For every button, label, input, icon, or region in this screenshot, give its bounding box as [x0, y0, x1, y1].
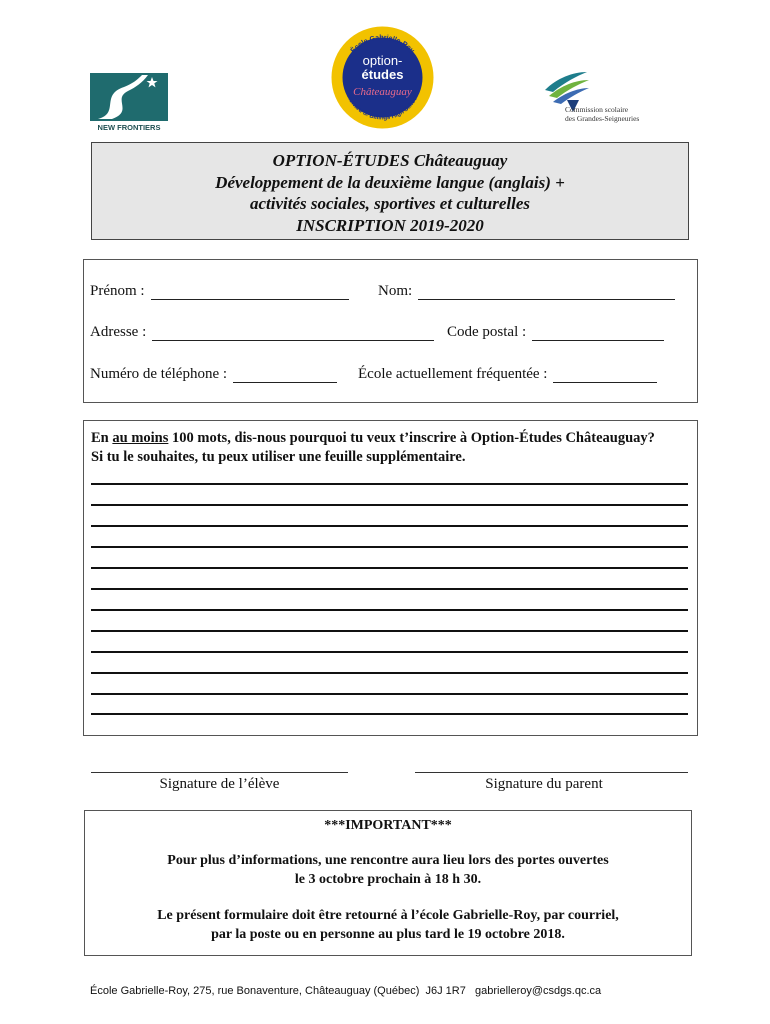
important-p1-line2: le 3 octobre prochain à 18 h 30.	[294, 872, 482, 887]
ecole-label: École actuellement fréquentée :	[358, 366, 548, 382]
answer-line[interactable]	[91, 525, 688, 527]
essay-q-part2: 100 mots, dis-nous pourquoi tu veux t’inscrire à Option-Études Châteauguay?	[168, 430, 655, 446]
adresse-line[interactable]	[152, 326, 434, 341]
commission-line1: Commission scolaire	[565, 105, 629, 114]
option-etudes-logo	[330, 25, 435, 130]
essay-q-part1: En	[91, 430, 113, 446]
answer-line[interactable]	[91, 588, 688, 590]
important-p2-line2: par la poste ou en personne au plus tard le 19 octobre 2018.	[211, 927, 565, 942]
important-box	[84, 810, 692, 956]
essay-q-underlined: au moins	[112, 430, 169, 446]
parent-signature-line[interactable]	[415, 772, 688, 773]
answer-line[interactable]	[91, 483, 688, 485]
code-postal-label: Code postal :	[447, 324, 527, 340]
code-postal-field[interactable]	[447, 324, 664, 341]
code-postal-line[interactable]	[532, 326, 664, 341]
answer-line[interactable]	[91, 546, 688, 548]
answer-line[interactable]	[91, 630, 688, 632]
nom-label: Nom:	[378, 283, 413, 299]
answer-line[interactable]	[91, 672, 688, 674]
commission-scolaire-logo	[543, 70, 663, 130]
telephone-field[interactable]	[90, 366, 337, 383]
answer-line[interactable]	[91, 567, 688, 569]
ecole-line[interactable]	[553, 368, 657, 383]
important-heading: ***IMPORTANT***	[324, 818, 452, 833]
answer-line[interactable]	[91, 651, 688, 653]
title-line-2: Développement de la deuxième langue (anglais) +	[215, 172, 565, 192]
adresse-label: Adresse :	[90, 324, 147, 340]
ecole-field[interactable]	[358, 366, 657, 383]
nom-field[interactable]	[378, 283, 675, 300]
student-signature-label: Signature de l’élève	[159, 776, 280, 792]
new-frontiers-text: NEW FRONTIERS	[97, 123, 161, 131]
title-line-4: INSCRIPTION 2019-2020	[296, 215, 484, 235]
title-box	[91, 142, 689, 240]
prenom-label: Prénom :	[90, 283, 145, 299]
important-p1-line1: Pour plus d’informations, une rencontre aura lieu lors des portes ouvertes	[167, 853, 609, 868]
title-line-1: OPTION-ÉTUDES Châteauguay	[272, 151, 508, 170]
nom-line[interactable]	[418, 285, 675, 300]
answer-line[interactable]	[91, 713, 688, 715]
ring-bottom-text: Howard S. Billings High School	[345, 94, 420, 122]
parent-signature-label: Signature du parent	[485, 776, 603, 792]
identity-box	[83, 259, 698, 403]
essay-question	[91, 429, 655, 467]
etudes-text: études	[361, 67, 404, 82]
student-signature-line[interactable]	[91, 772, 348, 773]
essay-q-line2: Si tu le souhaites, tu peux utiliser une feuille supplémentaire.	[91, 449, 466, 465]
telephone-line[interactable]	[233, 368, 337, 383]
ring-top-text: École Gabrielle-Roy	[349, 34, 416, 55]
essay-box	[83, 420, 698, 736]
adresse-field[interactable]	[90, 324, 434, 341]
title-line-3: activités sociales, sportives et culturelles	[250, 194, 530, 213]
telephone-label: Numéro de téléphone :	[90, 366, 228, 382]
new-frontiers-logo	[90, 73, 168, 131]
chateauguay-script: Châteauguay	[353, 86, 412, 98]
prenom-line[interactable]	[151, 285, 349, 300]
important-p2-line1: Le présent formulaire doit être retourné à l’école Gabrielle-Roy, par courriel,	[157, 908, 619, 923]
commission-line2: des Grandes-Seigneuries	[565, 114, 640, 123]
answer-line[interactable]	[91, 504, 688, 506]
answer-line[interactable]	[91, 693, 688, 695]
footer-address: École Gabrielle-Roy, 275, rue Bonaventure, Châteauguay (Québec) J6J 1R7 gabrielleroy@csdgs.qc.ca	[90, 985, 602, 997]
prenom-field[interactable]	[90, 283, 349, 300]
answer-line[interactable]	[91, 609, 688, 611]
option-text: option-	[362, 53, 403, 68]
